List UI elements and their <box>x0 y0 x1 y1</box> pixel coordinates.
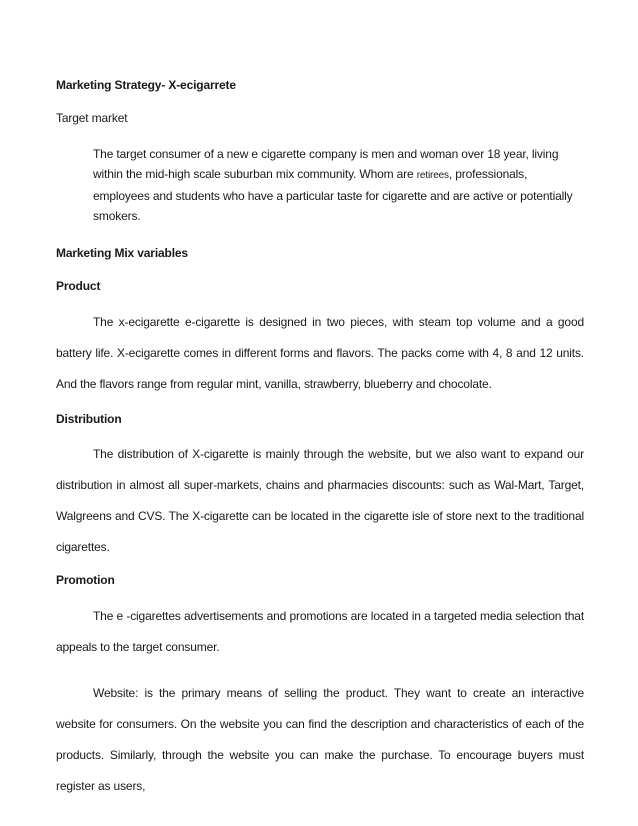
distribution-heading: Distribution <box>56 412 122 426</box>
target-market-text-end: , professionals, employees and students who have a particular taste for cigarette and are active or potentially smokers. <box>93 167 573 223</box>
promotion-heading: Promotion <box>56 573 115 587</box>
document-title: Marketing Strategy- X-ecigarrete <box>56 78 236 92</box>
product-paragraph <box>56 307 584 400</box>
product-text: The x-ecigarette e-cigarette is designed in two pieces, with steam top volume and a good battery life. X-ecigarette comes in different forms and flavors. The packs come with 4, 8 and 12 units. And the flavors range from regular mint, vanilla, strawberry, blueberry and chocolate. <box>56 315 584 391</box>
product-heading: Product <box>56 279 101 293</box>
website-paragraph <box>56 678 584 802</box>
distribution-text: The distribution of X-cigarette is mainly through the website, but we also want to expand our distribution in almost all super-markets, chains and pharmacies discounts: such as Wal-Mart, Target, Walgreens and CVS. The X-cigarette can be located in the cigarette isle of store next to the traditional cigarettes. <box>56 447 584 554</box>
promotion-paragraph <box>56 601 584 663</box>
target-market-text-retirees: retirees <box>416 170 449 181</box>
target-market-text-start: The target consumer of a new e cigarette company is men and woman over 18 year, living within the mid-high scale suburban mix community. Whom are <box>93 147 559 181</box>
target-market-heading: Target market <box>56 111 128 125</box>
distribution-paragraph <box>56 439 584 563</box>
target-market-paragraph <box>93 144 584 226</box>
marketing-mix-heading: Marketing Mix variables <box>56 246 188 260</box>
promotion-text: The e -cigarettes advertisements and promotions are located in a targeted media selection that appeals to the target consumer. <box>56 609 584 654</box>
website-text: Website: is the primary means of selling the product. They want to create an interactive website for consumers. On the website you can find the description and characteristics of each of the products. Similarly, through the website you can make the purchase. To encourage buyers must register as users, <box>56 686 584 793</box>
